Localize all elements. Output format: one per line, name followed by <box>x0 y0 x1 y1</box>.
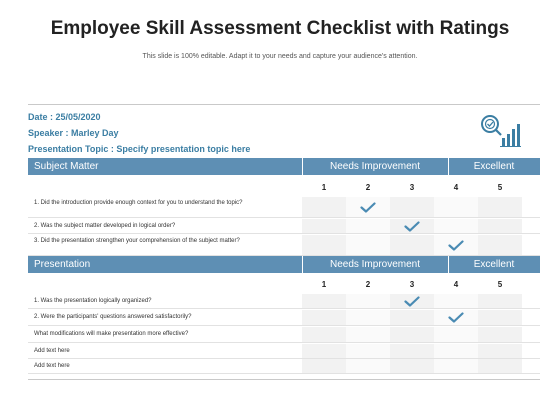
checklist-question: 1. Was the presentation logically organized? <box>34 298 152 304</box>
rating-cell[interactable] <box>434 344 478 358</box>
page-subtitle: This slide is 100% editable. Adapt it to your needs and capture your audience's attention. <box>142 53 418 60</box>
rating-scale-number: 5 <box>497 183 503 192</box>
section-header-band <box>28 256 540 273</box>
row-divider <box>28 325 540 326</box>
rating-scale-row <box>28 280 540 294</box>
date-label: Date : 25/05/2020 <box>28 112 101 122</box>
checkmark-icon <box>448 312 464 323</box>
rating-cell[interactable] <box>478 235 522 255</box>
topic-label: Presentation Topic : Specify presentation topic here <box>28 144 251 154</box>
row-divider <box>28 373 540 374</box>
row-divider <box>28 217 540 218</box>
rating-cell[interactable] <box>346 219 390 233</box>
section-heading: Presentation <box>34 259 91 270</box>
rating-cell[interactable] <box>434 219 478 233</box>
rating-cell[interactable] <box>434 310 478 325</box>
rating-cell[interactable] <box>390 310 434 325</box>
page-title: Employee Skill Assessment Checklist with Ratings <box>50 18 510 39</box>
rating-scale-number: 1 <box>321 280 327 289</box>
rating-cell[interactable] <box>302 359 346 373</box>
checklist-row <box>28 235 540 255</box>
rating-cell[interactable] <box>478 327 522 342</box>
rating-cell[interactable] <box>478 310 522 325</box>
rating-scale-number: 3 <box>409 280 415 289</box>
rating-cell[interactable] <box>346 344 390 358</box>
rating-cell[interactable] <box>346 310 390 325</box>
rating-cell[interactable] <box>346 294 390 308</box>
section-header-band <box>28 158 540 175</box>
rating-scale-row <box>28 183 540 197</box>
rating-cell[interactable] <box>434 327 478 342</box>
checklist-question: 2. Were the participants' questions answered satisfactorily? <box>34 314 192 320</box>
rating-cell[interactable] <box>434 197 478 217</box>
rating-cell[interactable] <box>390 197 434 217</box>
rating-cell[interactable] <box>434 235 478 255</box>
checklist-row <box>28 294 540 308</box>
rating-cell[interactable] <box>390 235 434 255</box>
checklist-question: 2. Was the subject matter developed in logical order? <box>34 223 176 229</box>
checkmark-icon <box>360 202 376 213</box>
rating-cell[interactable] <box>478 294 522 308</box>
rating-cell[interactable] <box>434 294 478 308</box>
checklist-row <box>28 359 540 373</box>
rating-cell[interactable] <box>346 235 390 255</box>
rating-cell[interactable] <box>302 327 346 342</box>
rating-cell[interactable] <box>302 310 346 325</box>
group-needs-improvement-label: Needs Improvement <box>329 161 421 172</box>
rating-cell[interactable] <box>302 294 346 308</box>
checklist-row <box>28 327 540 342</box>
rating-cell[interactable] <box>346 327 390 342</box>
rating-cell[interactable] <box>302 219 346 233</box>
row-divider <box>28 308 540 309</box>
row-divider <box>28 342 540 343</box>
rating-cell[interactable] <box>390 359 434 373</box>
rating-scale-number: 1 <box>321 183 327 192</box>
rating-cell[interactable] <box>434 359 478 373</box>
rating-cell[interactable] <box>302 197 346 217</box>
checklist-question: Add text here <box>34 348 70 354</box>
group-excellent-label: Excellent <box>473 259 515 270</box>
rating-cell[interactable] <box>346 197 390 217</box>
rating-scale-number: 4 <box>453 280 459 289</box>
rating-cell[interactable] <box>302 235 346 255</box>
section-heading: Subject Matter <box>34 161 99 172</box>
checklist-row <box>28 310 540 325</box>
rating-cell[interactable] <box>478 219 522 233</box>
rating-cell[interactable] <box>346 359 390 373</box>
checklist-row <box>28 219 540 233</box>
checklist-question: Add text here <box>34 363 70 369</box>
rating-cell[interactable] <box>390 294 434 308</box>
checklist-question: 1. Did the introduction provide enough context for you to understand the topic? <box>34 200 243 206</box>
rating-cell[interactable] <box>478 197 522 217</box>
group-needs-improvement-label: Needs Improvement <box>329 259 421 270</box>
checklist-question: 3. Did the presentation strengthen your comprehension of the subject matter? <box>34 238 240 244</box>
rating-cell[interactable] <box>390 327 434 342</box>
speaker-label: Speaker : Marley Day <box>28 128 119 138</box>
checkmark-icon <box>404 221 420 232</box>
assessment-chart-icon <box>478 112 522 148</box>
rating-cell[interactable] <box>390 344 434 358</box>
group-excellent-label: Excellent <box>473 161 515 172</box>
checkmark-icon <box>448 240 464 251</box>
rating-cell[interactable] <box>390 219 434 233</box>
checkmark-icon <box>404 296 420 307</box>
checklist-question: What modifications will make presentation more effective? <box>34 331 189 337</box>
rating-scale-number: 2 <box>365 280 371 289</box>
rating-scale-number: 4 <box>453 183 459 192</box>
row-divider <box>28 233 540 234</box>
rating-cell[interactable] <box>478 344 522 358</box>
rating-cell[interactable] <box>302 344 346 358</box>
rating-scale-number: 2 <box>365 183 371 192</box>
rating-scale-number: 5 <box>497 280 503 289</box>
rating-cell[interactable] <box>478 359 522 373</box>
rating-scale-number: 3 <box>409 183 415 192</box>
checklist-row <box>28 344 540 358</box>
checklist-row <box>28 197 540 217</box>
